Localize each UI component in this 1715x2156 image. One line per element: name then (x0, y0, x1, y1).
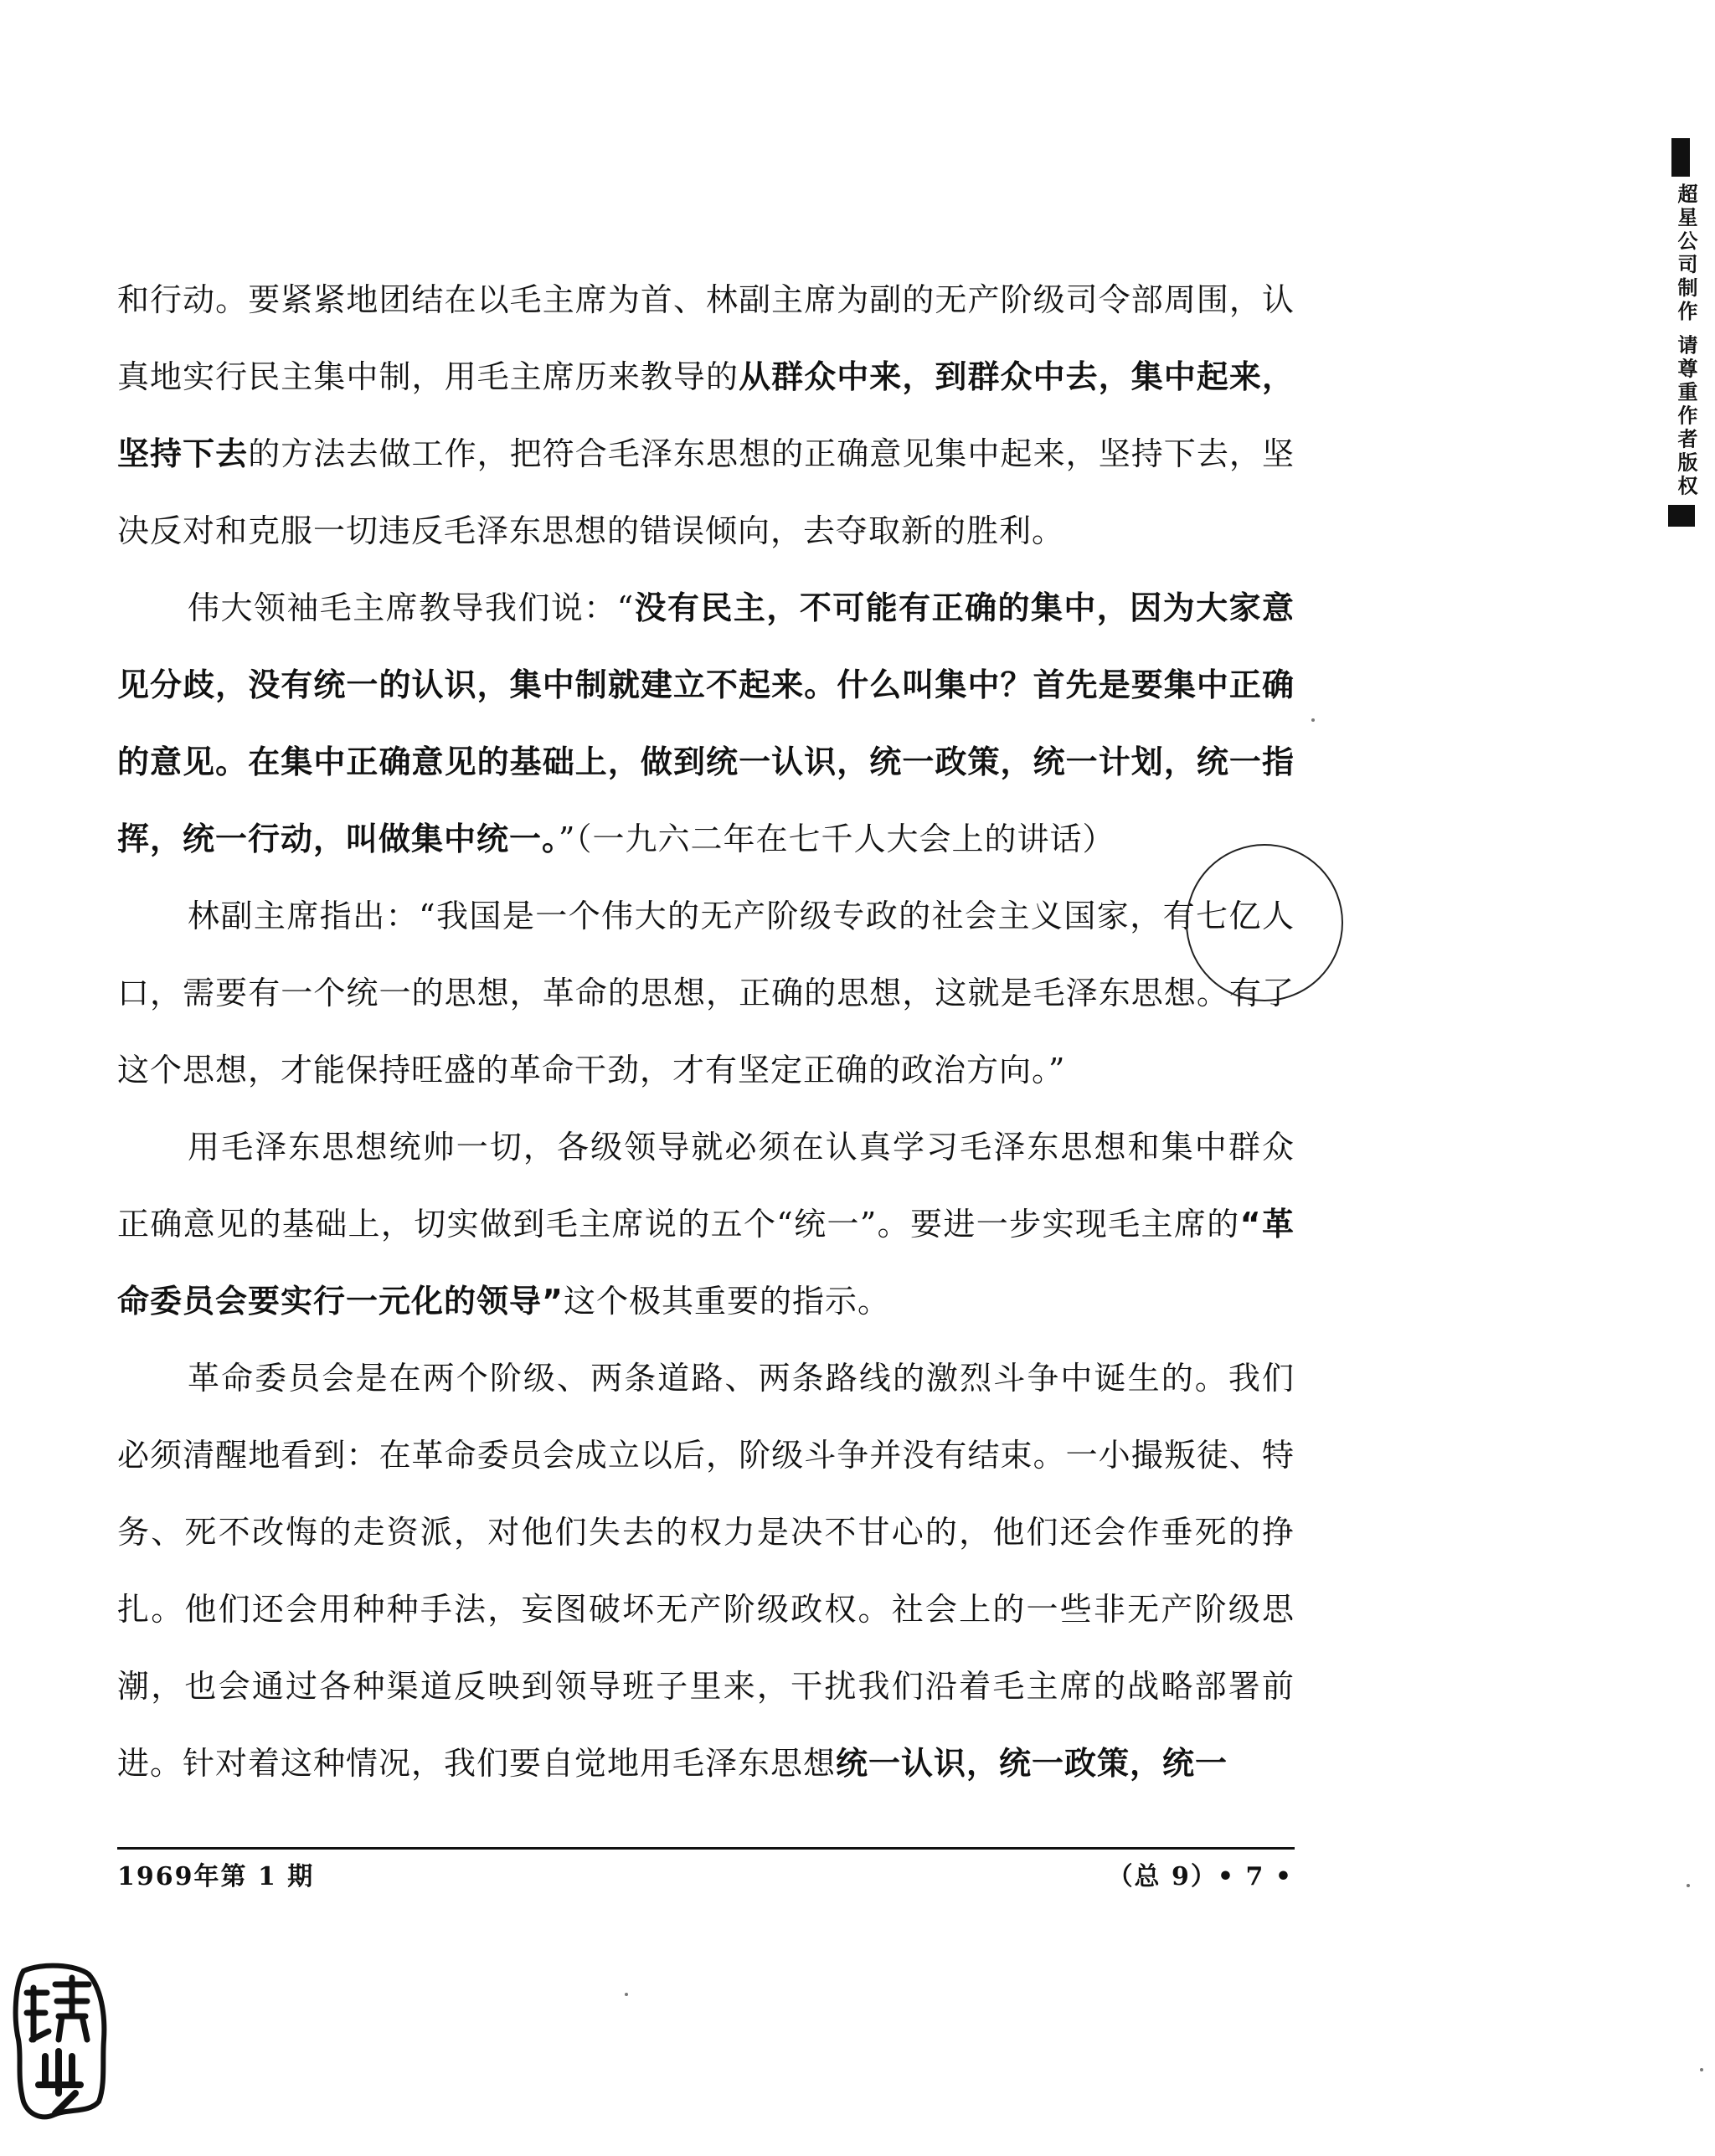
issue-label: 1969年第 1 期 (117, 1862, 315, 1891)
speck (1311, 718, 1315, 722)
paragraph-2-segment: ”（一九六二年在七千人大会上的讲话） (559, 821, 1115, 857)
speck (1700, 2068, 1703, 2071)
paragraph-1-segment: 从群众中来，到群众中去，集中起来，坚持下去 (117, 358, 1295, 472)
paragraph-4-segment: “革命委员会要实行一元化的领导” (117, 1206, 1295, 1320)
speck (1687, 1884, 1690, 1887)
sidebar-bar-top (1671, 138, 1690, 177)
paragraph-4-segment: 这个极其重要的指示。 (563, 1283, 890, 1320)
watermark-text: 超星公司制作 请尊重作者版权 (1674, 183, 1697, 499)
paragraph-5-segment: 革命委员会是在两个阶级、两条道路、两条路线的激烈斗争中诞生的。我们必须清醒地看到：在革命委员会成立以后，阶级斗争并没有结束。一小撮叛徒、特务、死不改悔的走资派，对他们失去的权力是决不甘心的，他们还会作垂死的挣扎。他们还会用种种手法，妄图破坏无产阶级政权。社会上的一些非无产阶级思潮，也会通过各种渠道反映到领导班子里来，干扰我们沿着毛主席的战略部署前进。针对着这种情况，我们要自觉地用毛泽东思想 (117, 1360, 1295, 1782)
paragraph-2-segment: 伟大领袖毛主席教导我们说：“ (188, 589, 635, 626)
paragraph-2-segment: 没有民主，不可能有正确的集中，因为大家意见分歧，没有统一的认识，集中制就建立不起来。什么叫集中？首先是要集中正确的意见。在集中正确意见的基础上，做到统一认识，统一政策，统一计划，统一指挥，统一行动，叫做集中统一。 (117, 589, 1295, 857)
page-number: （总 9）• 7 • (1107, 1862, 1293, 1891)
seal-stamp-logo (8, 1959, 109, 2127)
footer-rule (117, 1847, 1295, 1850)
paragraph-1-segment: 的方法去做工作，把符合毛泽东思想的正确意见集中起来，坚持下去，坚决反对和克服一切违反毛泽东思想的错误倾向，去夺取新的胜利。 (117, 435, 1295, 549)
sidebar-bar-bottom (1668, 505, 1695, 527)
paragraph-2 (117, 569, 1295, 877)
watermark-sidebar (1666, 138, 1700, 527)
speck (625, 1993, 628, 1996)
paragraph-1-segment: 和行动。要紧紧地团结在以毛主席为首、林副主席为副的无产阶级司令部周围，认真地实行民主集中制，用毛主席历来教导的 (117, 281, 1295, 395)
paragraph-5 (117, 1340, 1295, 1802)
paragraph-4-segment: 用毛泽东思想统帅一切，各级领导就必须在认真学习毛泽东思想和集中群众正确意见的基础上，切实做到毛主席说的五个“统一”。要进一步实现毛主席的 (117, 1129, 1295, 1243)
paragraph-3 (117, 877, 1295, 1109)
hand-drawn-circle-mark (1186, 844, 1343, 1001)
paragraph-3-segment: 林副主席指出：“我国是一个伟大的无产阶级专政的社会主义国家，有七亿人口，需要有一个统一的思想，革命的思想，正确的思想，这就是毛泽东思想。有了这个思想，才能保持旺盛的革命干劲，才有坚定正确的政治方向。” (117, 898, 1295, 1088)
paragraph-1 (117, 261, 1295, 569)
paragraph-4 (117, 1109, 1295, 1340)
paragraph-5-segment: 统一认识，统一政策，统一 (836, 1745, 1228, 1782)
